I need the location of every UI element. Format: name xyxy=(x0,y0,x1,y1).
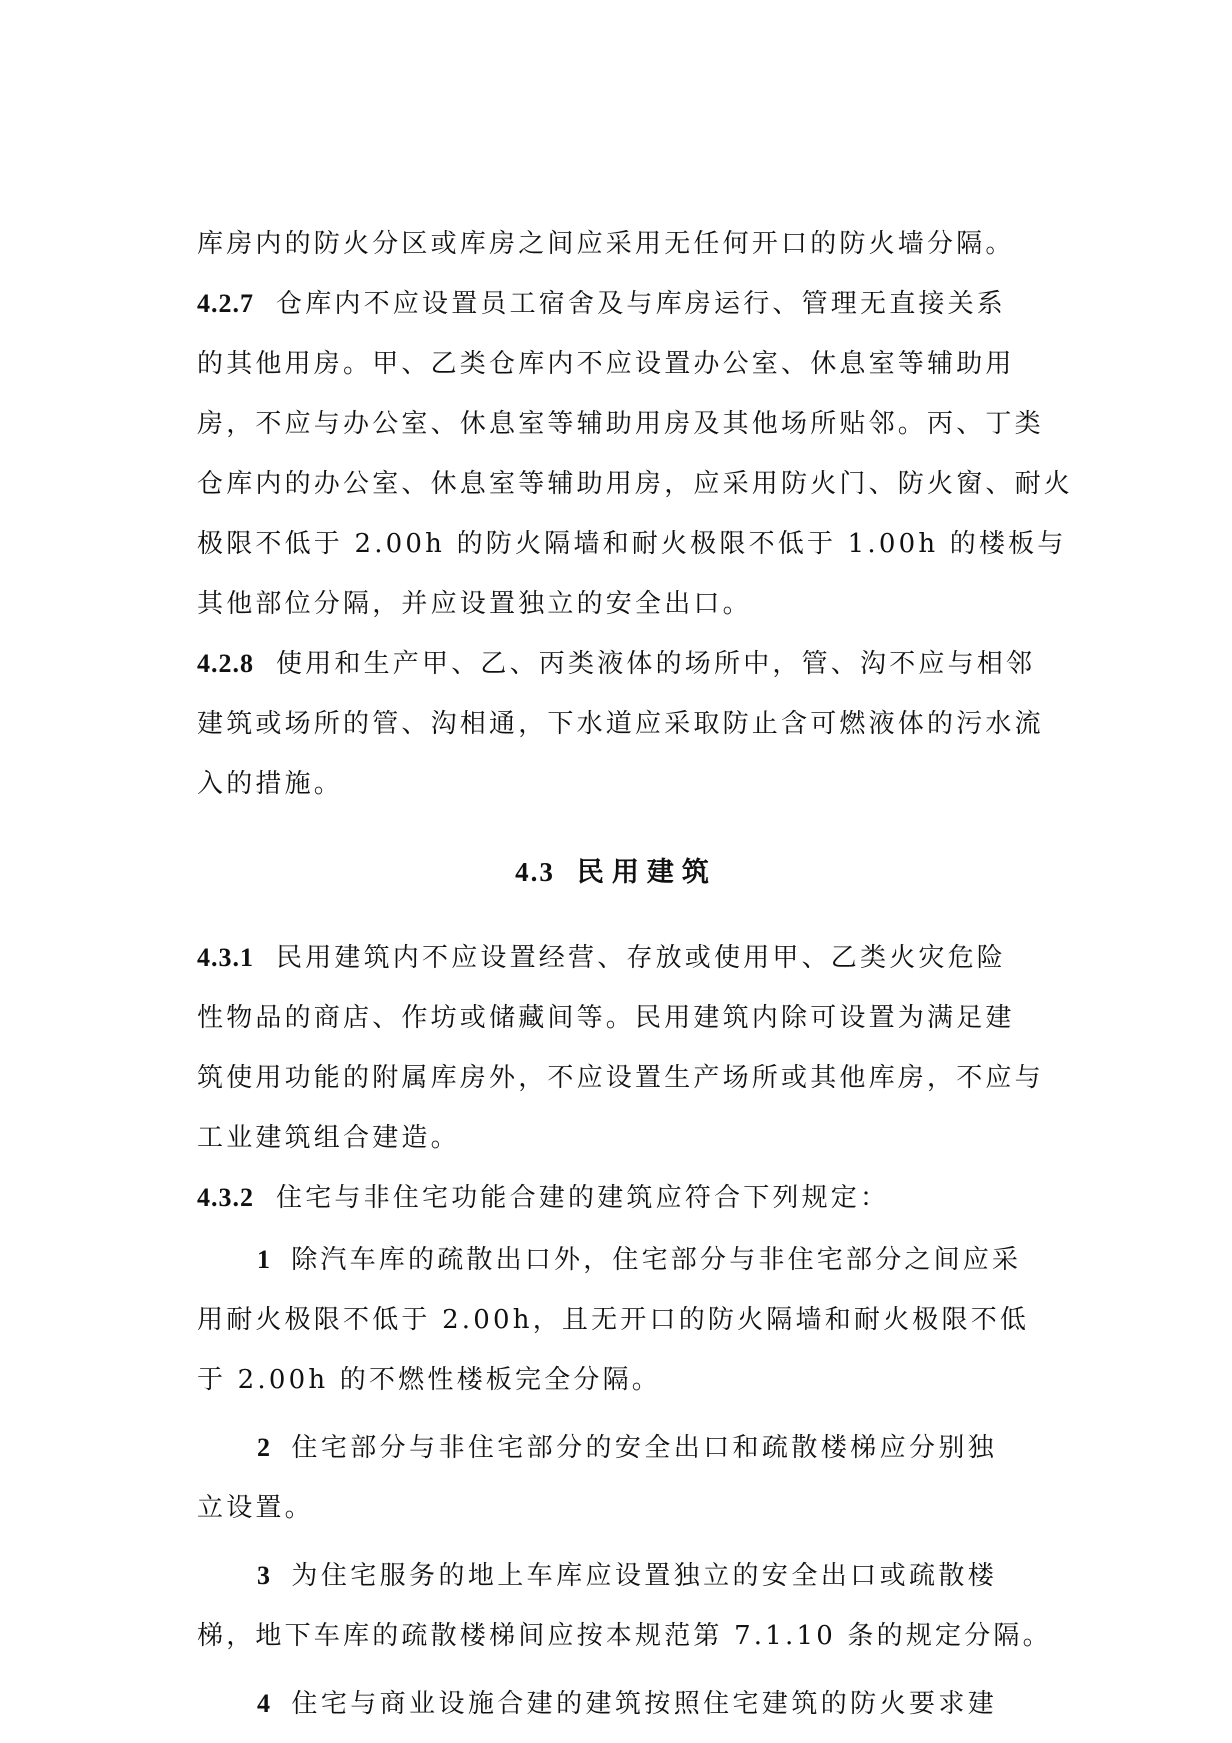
section-heading xyxy=(0,852,1232,893)
line-text: 民用建筑内不应设置经营、存放或使用甲、乙类火灾危险 xyxy=(276,943,1007,973)
text-line xyxy=(197,1616,1052,1656)
line-text: 于 2.00h 的不燃性楼板完全分隔。 xyxy=(197,1365,661,1395)
line-text: 极限不低于 2.00h 的防火隔墙和耐火极限不低于 1.00h 的楼板与 xyxy=(197,529,1067,559)
line-text: 其他部位分隔，并应设置独立的安全出口。 xyxy=(197,589,752,619)
text-line xyxy=(197,404,1044,444)
line-text: 的其他用房。甲、乙类仓库内不应设置办公室、休息室等辅助用 xyxy=(197,349,1015,379)
line-text: 立设置。 xyxy=(197,1493,314,1523)
item-2 xyxy=(257,1428,997,1468)
line-text: 筑使用功能的附属库房外，不应设置生产场所或其他库房，不应与 xyxy=(197,1063,1044,1093)
line-text: 仓库内不应设置员工宿舍及与库房运行、管理无直接关系 xyxy=(276,289,1007,319)
line-text: 建筑或场所的管、沟相通，下水道应采取防止含可燃液体的污水流 xyxy=(197,709,1044,739)
clause-4-3-1 xyxy=(197,938,1007,978)
clause-number: 4.3.2 xyxy=(197,1183,254,1212)
text-line xyxy=(197,1058,1044,1098)
line-text: 住宅与非住宅功能合建的建筑应符合下列规定： xyxy=(276,1183,890,1213)
item-3 xyxy=(257,1556,997,1596)
text-line xyxy=(197,524,1067,564)
text-line xyxy=(197,584,997,624)
line-text: 除汽车库的疏散出口外，住宅部分与非住宅部分之间应采 xyxy=(291,1245,1022,1275)
line-text: 梯，地下车库的疏散楼梯间应按本规范第 7.1.10 条的规定分隔。 xyxy=(197,1621,1052,1651)
text-line xyxy=(197,1488,997,1528)
line-text: 为住宅服务的地上车库应设置独立的安全出口或疏散楼 xyxy=(291,1561,997,1591)
line-text: 性物品的商店、作坊或储藏间等。民用建筑内除可设置为满足建 xyxy=(197,1003,1015,1033)
line-text: 用耐火极限不低于 2.00h，且无开口的防火隔墙和耐火极限不低 xyxy=(197,1305,1030,1335)
clause-4-2-7 xyxy=(197,284,1007,324)
line-text: 使用和生产甲、乙、丙类液体的场所中，管、沟不应与相邻 xyxy=(276,649,1036,679)
text-line xyxy=(197,344,1015,384)
clause-4-2-8 xyxy=(197,644,1036,684)
item-number: 3 xyxy=(257,1561,274,1590)
clause-number: 4.3.1 xyxy=(197,943,254,972)
line-text: 库房内的防火分区或库房之间应采用无任何开口的防火墙分隔。 xyxy=(197,229,1015,259)
line-text: 住宅部分与非住宅部分的安全出口和疏散楼梯应分别独 xyxy=(291,1433,997,1463)
text-line xyxy=(197,1118,997,1158)
line-text: 房，不应与办公室、休息室等辅助用房及其他场所贴邻。丙、丁类 xyxy=(197,409,1044,439)
text-line xyxy=(197,998,1015,1038)
item-4 xyxy=(257,1684,997,1724)
text-line xyxy=(197,704,1044,744)
item-number: 2 xyxy=(257,1433,274,1462)
line-text: 入的措施。 xyxy=(197,769,344,799)
section-title: 民用建筑 xyxy=(576,857,717,888)
clause-4-3-2 xyxy=(197,1178,997,1218)
item-number: 1 xyxy=(257,1245,274,1274)
item-number: 4 xyxy=(257,1689,274,1718)
line-text: 住宅与商业设施合建的建筑按照住宅建筑的防火要求建 xyxy=(291,1689,997,1719)
text-line xyxy=(197,1360,997,1400)
text-line xyxy=(197,764,997,804)
line-text: 仓库内的办公室、休息室等辅助用房，应采用防火门、防火窗、耐火 xyxy=(197,469,1074,499)
text-line xyxy=(197,1300,1030,1340)
item-1 xyxy=(257,1240,1022,1280)
text-line xyxy=(197,464,1074,504)
text-line xyxy=(197,224,1015,264)
clause-number: 4.2.7 xyxy=(197,289,254,318)
line-text: 工业建筑组合建造。 xyxy=(197,1123,460,1153)
section-number: 4.3 xyxy=(515,857,555,887)
clause-number: 4.2.8 xyxy=(197,649,254,678)
